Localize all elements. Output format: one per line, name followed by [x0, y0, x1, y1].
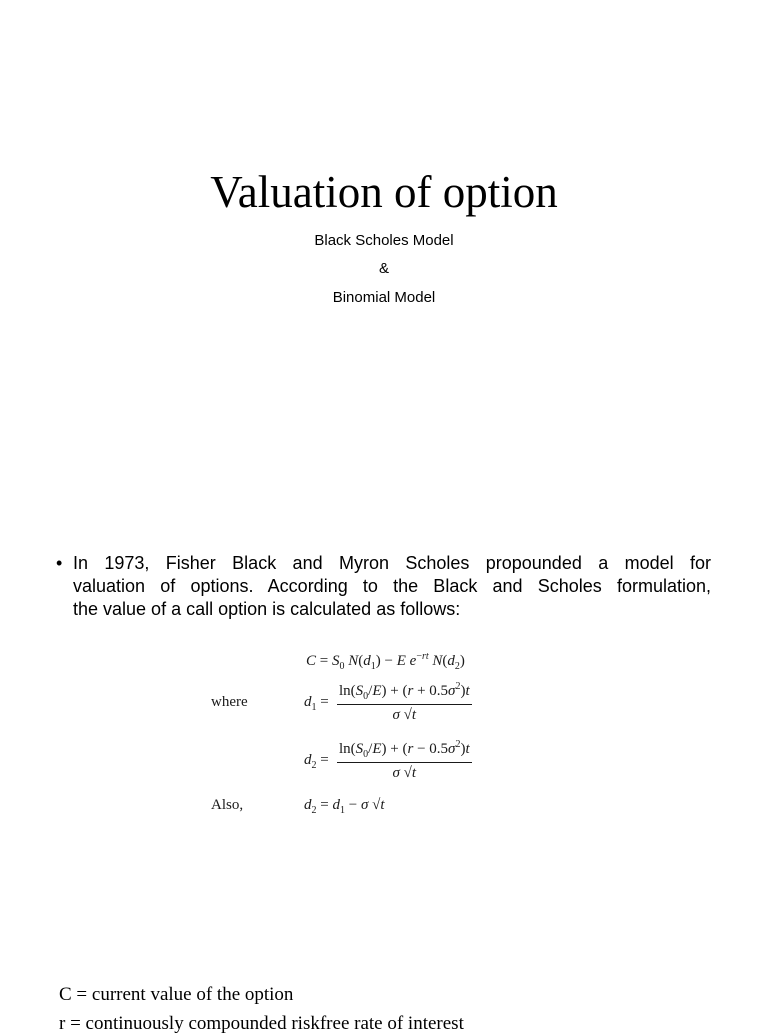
d2-fraction: $\frac{\ln(S_0/E) + (r - 0.5\sigma^2)t}{\sigma √t}$	[339, 739, 470, 781]
call-price-formula: $C = S_0$ $N(d_1) - E$ $e^{-rt}$ $N(d_2)$	[306, 651, 465, 672]
subtitle-binomial: Binomial Model	[332, 289, 436, 306]
d2-alt-formula: $d_2 = d_1 - \sigma$ √t	[304, 797, 385, 816]
bullet-line-2: valuation of options. According to the Black and Scholes formulation,	[73, 576, 711, 596]
also-label: Also,	[211, 797, 244, 813]
definition-r: r = continuously compounded riskfree rate of interest	[59, 1013, 464, 1034]
slide-title: Valuation of option	[210, 167, 558, 217]
subtitle-black-scholes: Black Scholes Model	[314, 232, 454, 249]
bullet-line-1: In 1973, Fisher Black and Myron Scholes propounded a model for	[73, 553, 711, 573]
where-label: where	[211, 694, 248, 710]
subtitle-ampersand: &	[378, 260, 389, 277]
bullet-paragraph	[56, 552, 711, 621]
d2-label: $d_2$ =	[304, 752, 329, 771]
definition-c: C = current value of the option	[59, 984, 294, 1005]
bullet-line-3: the value of a call option is calculated as follows:	[73, 599, 461, 619]
d1-fraction: $\frac{\ln(S_0/E) + (r + 0.5\sigma^2)t}{\sigma √t}$	[339, 681, 470, 723]
bullet-icon: •	[56, 553, 63, 573]
d1-label: $d_1$ =	[304, 694, 329, 713]
